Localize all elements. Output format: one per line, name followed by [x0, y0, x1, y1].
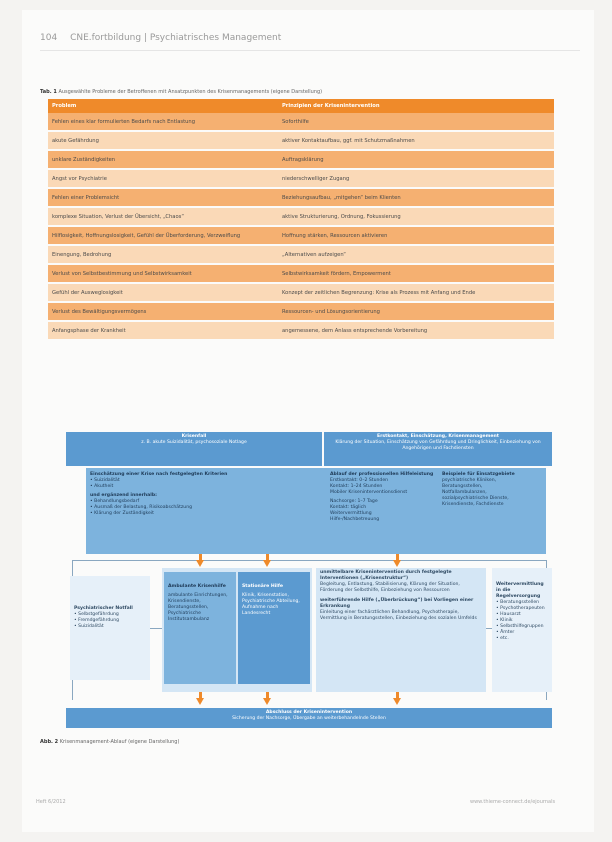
table-row [48, 302, 554, 321]
closure-text: Sicherung der Nachsorge, Übergabe an weiterbehandelnde Stellen [232, 716, 386, 721]
inpatient-help-text: Klinik, Krisenstation, Psychiatrische Abteilung, Aufnahme nach Landesrecht [242, 593, 300, 616]
referral-item: • Selbsthilfegruppen [496, 624, 544, 629]
table-cell: Konzept der zeitlichen Begrenzung: Krise als Prozess mit Anfang und Ende [278, 283, 554, 302]
table-cell: Verlust des Bewältigungsvermögens [48, 302, 278, 321]
table-row [48, 283, 554, 302]
table-row [48, 226, 554, 245]
problem-table [48, 99, 554, 341]
assessment-panel [86, 468, 546, 554]
deployment-line: psychiatrische Kliniken, [442, 478, 497, 483]
table-cell: Einengung, Bedrohung [48, 245, 278, 264]
ambulatory-help-title: Ambulante Krisenhilfe [168, 584, 226, 589]
help-process-line: Nachsorge: 1–7 Tage [330, 499, 378, 504]
table-cell: Hoffnung stärken, Ressourcen aktivieren [278, 226, 554, 245]
figure-caption-text: Krisenmanagement-Ablauf (eigene Darstellung) [59, 739, 180, 745]
table-row [48, 207, 554, 226]
criteria-item: • Behandlungsbedarf [90, 499, 140, 504]
help-process-title: Ablauf der professionellen Hilfeleistung [330, 472, 434, 477]
flow-arrow [393, 698, 401, 705]
table-caption-label: Tab. 1 [40, 89, 57, 95]
table-row [48, 113, 554, 131]
table-cell: aktiver Kontaktaufbau, ggf. mit Schutzmaßnahmen [278, 131, 554, 150]
table-row [48, 245, 554, 264]
table-cell: Auftragsklärung [278, 150, 554, 169]
first-contact-title: Erstkontakt, Einschätzung, Krisenmanagement [377, 434, 499, 439]
referral-item: • Ämter [496, 630, 515, 635]
help-process-line: Mobiler Kriseninterventionsdienst [330, 490, 408, 495]
running-title: CNE.fortbildung | Psychiatrisches Management [70, 33, 282, 43]
crisis-case-box [66, 432, 322, 466]
flow-arrow [393, 560, 401, 567]
crisis-flow-diagram [66, 432, 552, 732]
referral-title: Weitervermittlung in die Regelversorgung [496, 582, 544, 599]
table-cell: Anfangsphase der Krankheit [48, 321, 278, 340]
table-row [48, 264, 554, 283]
running-header [40, 33, 281, 43]
referral-item: • Klinik [496, 618, 513, 623]
table-cell: angemessene, dem Anlass entsprechende Vorbereitung [278, 321, 554, 340]
psychiatric-emergency-title: Psychiatrischer Notfall [74, 606, 133, 611]
deployment-line: Beratungsstellen, [442, 484, 483, 489]
table-header-problem: Problem [48, 99, 278, 113]
connector-line [72, 560, 546, 561]
flow-arrow [196, 698, 204, 705]
connector-line [150, 628, 162, 629]
help-process-line: Hilfe-/Nachbetreuung [330, 517, 380, 522]
referral-item: • Psychotherapeuten [496, 606, 545, 611]
closure-box [66, 708, 552, 728]
deployment-areas [442, 472, 540, 508]
criteria-item: • Akutheit [90, 484, 114, 489]
flow-arrow [263, 560, 271, 567]
inpatient-help-box [238, 572, 310, 684]
deployment-areas-title: Beispiele für Einsatzgebiete [442, 472, 515, 477]
table-cell: Soforthilfe [278, 113, 554, 131]
flow-arrow [196, 560, 204, 567]
referral-box [492, 568, 552, 692]
table-header-principles: Prinzipien der Krisenintervention [278, 99, 554, 113]
table-cell: Fehlen eines klar formulierten Bedarfs nach Entlastung [48, 113, 278, 131]
emergency-item: • Suizidalität [74, 624, 104, 629]
crisis-case-text: z. B. akute Suizidalität, psychosoziale Notlage [141, 440, 247, 445]
table-cell: Hilflosigkeit, Hoffnungslosigkeit, Gefühl der Überforderung, Verzweiflung [48, 226, 278, 245]
page-number: 104 [40, 33, 58, 43]
help-process-line: Erstkontakt: 0–2 Stunden [330, 478, 389, 483]
table-row [48, 188, 554, 207]
table-cell: niederschwelliger Zugang [278, 169, 554, 188]
referral-item: • etc. [496, 636, 509, 641]
intervention-details-box [316, 568, 486, 692]
table-row [48, 169, 554, 188]
table-cell: Gefühl der Ausweglosigkeit [48, 283, 278, 302]
first-contact-box [324, 432, 552, 466]
first-contact-text: Klärung der Situation, Einschätzung von Gefährdung und Dringlichkeit, Einbeziehung von Angehörigen und Fachdiensten [335, 440, 541, 451]
figure-caption [40, 739, 179, 745]
criteria-item: • Suizidalität [90, 478, 120, 483]
intervention-title-1: unmittelbare Krisenintervention durch festgelegte Interventionen („Krisenstruktur“) [320, 570, 452, 581]
assessment-criteria [90, 472, 304, 517]
table-cell: unklare Zuständigkeiten [48, 150, 278, 169]
closure-title: Abschluss der Krisenintervention [265, 710, 353, 715]
table-cell: komplexe Situation, Verlust der Übersicht, „Chaos“ [48, 207, 278, 226]
footer-issue: Heft 6/2012 [36, 799, 66, 805]
ambulatory-help-box [164, 572, 236, 684]
help-process [330, 472, 438, 523]
crisis-case-title: Krisenfall [181, 434, 207, 439]
table-cell: Selbstwirksamkeit fördern, Empowerment [278, 264, 554, 283]
header-rule [40, 50, 580, 51]
emergency-item: • Selbstgefährdung [74, 612, 119, 617]
table-row [48, 150, 554, 169]
table-cell: Fehlen einer Problemsicht [48, 188, 278, 207]
table-header-row [48, 99, 554, 113]
table-cell: aktive Strukturierung, Ordnung, Fokussierung [278, 207, 554, 226]
table-cell: Ressourcen- und Lösungsorientierung [278, 302, 554, 321]
table-cell: akute Gefährdung [48, 131, 278, 150]
help-process-line: Kontakt: 1–24 Stunden [330, 484, 383, 489]
table-cell: Verlust von Selbstbestimmung und Selbstwirksamkeit [48, 264, 278, 283]
deployment-line: Krisendienste, Fachdienste [442, 502, 504, 507]
intervention-title-2: weiterführende Hilfe („Überbrückung“) bei Vorliegen einer Erkrankung [320, 598, 474, 609]
psychiatric-emergency-box [70, 576, 150, 680]
intervention-text-2: Einleitung einer fachärztlichen Behandlung, Psychotherapie, Vermittlung in Beratungsstellen, Einbeziehung des sozialen Umfelds [320, 610, 477, 621]
table-row [48, 131, 554, 150]
flow-arrow [263, 698, 271, 705]
assessment-criteria-title: Einschätzung einer Krise nach festgelegten Kriterien [90, 472, 228, 477]
table-cell: Beziehungsaufbau, „mitgehen“ beim Klienten [278, 188, 554, 207]
emergency-item: • Fremdgefährdung [74, 618, 120, 623]
ambulatory-help-text: ambulante Einrichtungen, Krisendienste, Beratungsstellen, Psychiatrische Institutsambulanz [168, 593, 228, 622]
help-process-line: Weitervermittlung [330, 511, 372, 516]
table-cell: Angst vor Psychiatrie [48, 169, 278, 188]
criteria-item: und ergänzend innerhalb: [90, 493, 157, 498]
footer-url: www.thieme-connect.de/ejournals [470, 799, 556, 805]
referral-item: • Beratungsstellen [496, 600, 540, 605]
table-caption [40, 89, 322, 95]
deployment-line: sozialpsychiatrische Dienste, [442, 496, 509, 501]
help-process-line: Kontakt: täglich [330, 505, 367, 510]
table-cell: „Alternativen aufzeigen“ [278, 245, 554, 264]
table-caption-text: Ausgewählte Probleme der Betroffenen mit Ansatzpunkten des Krisenmanagements (eigene Darstellung) [58, 89, 323, 95]
figure-caption-label: Abb. 2 [40, 739, 59, 745]
deployment-line: Notfallambulanzen, [442, 490, 487, 495]
inpatient-help-title: Stationäre Hilfe [242, 584, 283, 589]
table-row [48, 321, 554, 340]
intervention-text-1: Begleitung, Entlastung, Stabilisierung, Klärung der Situation, Förderung der Selbsthilfe, Einbeziehung von Ressourcen [320, 582, 460, 593]
referral-item: • Hausarzt [496, 612, 521, 617]
criteria-item: • Ausmaß der Belastung, Risikoabschätzung [90, 505, 193, 510]
criteria-item: • Klärung der Zuständigkeit [90, 511, 154, 516]
